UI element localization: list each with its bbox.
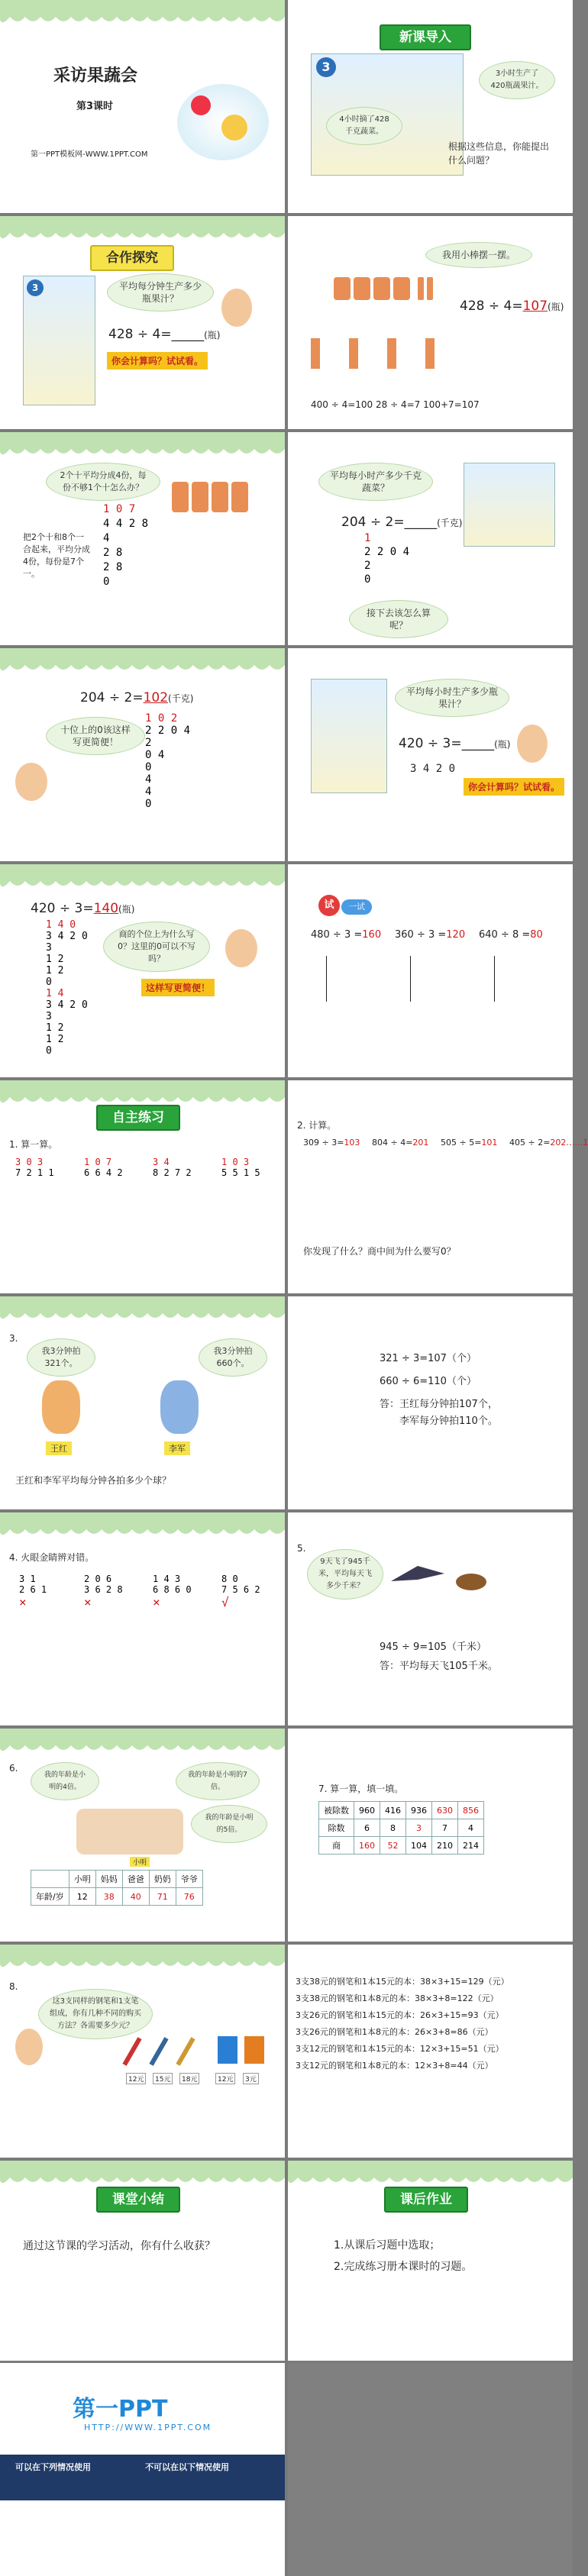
slide-19 <box>0 1945 285 2158</box>
speech-bubble-vegetable: 4小时摘了428千克蔬菜。 <box>326 107 402 145</box>
step-row: 0 4 <box>145 749 165 761</box>
speech-bubble-wanghong: 我3分钟拍321个。 <box>27 1338 95 1377</box>
answer-line-1: 945 ÷ 9=105（千米） <box>380 1641 486 1653</box>
sticks-bundle <box>172 482 248 512</box>
example-badge: 3 <box>316 57 336 77</box>
answer-line-4: 李军每分钟拍110个。 <box>399 1416 498 1427</box>
equation: 420 ÷ 3=_____(瓶) <box>399 736 511 751</box>
step-row: 2 <box>145 737 152 749</box>
exercise-heading: 7. 算一算，填一填。 <box>318 1784 404 1794</box>
homework-line-2: 2.完成练习册本课时的习题。 <box>334 2261 473 2273</box>
calc-2: 804 ÷ 4=201 <box>372 1138 429 1148</box>
section-tag: 课后作业 <box>384 2187 468 2213</box>
exercise-heading: 8. <box>9 1981 18 1992</box>
family-illustration <box>76 1809 183 1855</box>
slide-7 <box>0 648 285 861</box>
exercise-heading: 4. 火眼金睛辨对错。 <box>9 1552 95 1563</box>
step-row: 2 8 <box>103 547 123 559</box>
explanation-text: 把2个十和8个一合起来，平均分成4份，每份是7个一。 <box>23 532 90 579</box>
exercise-heading: 2. 计算。 <box>297 1120 337 1131</box>
answer-line-3: 3支26元的钢笔和1本15元的本：26×3+15=93（元） <box>296 2010 504 2020</box>
nest-icon <box>456 1574 486 1590</box>
teacher-avatar <box>225 929 257 967</box>
scallop-border <box>0 864 285 895</box>
long-division-full <box>46 919 88 1057</box>
long-division <box>145 712 190 810</box>
hint-box: 这样写更简便！ <box>141 979 215 996</box>
footer-info-panel <box>0 2455 285 2576</box>
dividend-row: 3 4 2 0 <box>46 931 88 942</box>
empty-cell <box>288 2363 573 2576</box>
example-badge: 3 <box>27 279 44 296</box>
scallop-border <box>0 216 285 247</box>
pen-icon <box>122 2037 141 2066</box>
answer-line-1: 321 ÷ 3=107（个） <box>380 1353 477 1364</box>
exercise-heading: 1. 算一算。 <box>9 1139 58 1150</box>
answer-line-2: 660 ÷ 6=110（个） <box>380 1376 477 1387</box>
price-tag-4: 12元 <box>215 2073 235 2084</box>
division-3: 3 4 8 2 7 2 <box>153 1157 192 1178</box>
step-row: 0 <box>46 976 52 988</box>
dividend-row: 2 2 0 4 <box>145 725 191 737</box>
xiaoming-tag: 小明 <box>130 1857 150 1867</box>
section-tag: 合作探究 <box>90 245 174 271</box>
long-division <box>103 502 148 589</box>
speech-bubble-juice: 3小时生产了420瓶蔬果汁。 <box>479 61 555 99</box>
try-badge-char: 试 <box>318 895 340 916</box>
brand-footer <box>0 2363 285 2576</box>
step-row: 1 2 <box>46 1034 64 1045</box>
answer-line-5: 3支12元的钢笔和1本15元的本：12×3+15=51（元） <box>296 2044 504 2054</box>
site-credit: 第一PPT模板网-WWW.1PPT.COM <box>31 150 148 159</box>
calc-4: 405 ÷ 2=202……1 <box>509 1138 588 1148</box>
check-4: 8 0 7 5 6 2 √ <box>221 1574 260 1609</box>
speech-bubble-grandma: 我的年龄是小明的5倍。 <box>191 1805 267 1843</box>
step-row: 1 2 <box>46 1022 64 1034</box>
brand-logo: 第一PPT <box>73 2396 168 2423</box>
sum-equations: 400 ÷ 4=100 28 ÷ 4=7 100+7=107 <box>311 399 480 410</box>
speech-bubble: 接下去该怎么算呢？ <box>349 600 448 638</box>
remainder-row: 0 <box>46 1045 52 1057</box>
division-setup: 3 4 2 0 <box>410 763 456 775</box>
scallop-border <box>0 432 285 463</box>
slide-12 <box>288 1080 588 1293</box>
division-table: 被除数 960 416 936 630 856 除数 6 8 3 7 4 商 160 52 104 210 214 <box>318 1801 484 1855</box>
quotient: 1 0 2 <box>145 712 178 725</box>
speech-bubble-mother: 我的年龄是小明的4倍。 <box>31 1762 99 1800</box>
long-division <box>364 531 409 586</box>
quotient: 1 <box>364 532 371 544</box>
calc-3: 505 ÷ 5=101 <box>441 1138 498 1148</box>
answer-line-2: 3支38元的钢笔和1本8元的本：38×3+8=122（元） <box>296 1993 499 2003</box>
apple-icon <box>191 95 211 115</box>
check-2: 2 0 6 3 6 2 8 × <box>84 1574 123 1609</box>
speech-bubble-question: 平均每小时生产多少瓶果汁？ <box>395 679 509 717</box>
child-face-icon <box>221 115 247 140</box>
hint-box: 你会计算吗？试试看。 <box>464 778 564 796</box>
answer-line-4: 3支26元的钢笔和1本8元的本：26×3+8=86（元） <box>296 2027 493 2037</box>
equation: 420 ÷ 3=140(瓶) <box>31 901 135 916</box>
slide-10 <box>288 864 573 1077</box>
juice-factory-illustration <box>311 679 387 793</box>
step-row: 4 <box>145 773 152 786</box>
lesson-subtitle: 第3课时 <box>76 101 114 112</box>
equation: 428 ÷ 4=_____(瓶) <box>108 327 221 342</box>
vegetable-farm-illustration <box>464 463 555 547</box>
quotient: 1 0 7 <box>103 503 136 515</box>
price-tag-2: 15元 <box>153 2073 173 2084</box>
speech-bubble: 2个十平均分成4份，每份不够1个十怎么办？ <box>46 463 160 501</box>
remainder-row: 0 <box>364 573 371 586</box>
try-it-badge <box>318 895 380 918</box>
dividend-row: 4 4 2 8 <box>103 518 149 530</box>
division-1: 3 0 3 7 2 1 1 <box>15 1157 54 1178</box>
slide-3 <box>0 216 285 429</box>
slide-6 <box>288 432 573 645</box>
notebook-icon <box>244 2036 264 2064</box>
answer-line-6: 3支12元的钢笔和1本8元的本：12×3+8=44（元） <box>296 2061 493 2071</box>
speech-bubble: 十位上的0该这样写更简便！ <box>46 717 145 755</box>
vertical-workings <box>318 948 548 1025</box>
speech-bubble-lijun: 我3分钟拍660个。 <box>199 1338 267 1377</box>
scallop-border <box>0 0 285 31</box>
bundles-of-sticks <box>334 277 448 300</box>
check-1: 3 1 2 6 1 × <box>19 1574 47 1609</box>
question-text: 王红和李军平均每分钟各拍多少个球？ <box>15 1475 172 1486</box>
speech-bubble-grandpa: 我的年龄是小明的7倍。 <box>176 1762 260 1800</box>
brand-url: HTTP://WWW.1PPT.COM <box>84 2423 212 2432</box>
speech-bubble: 这3支同样的钢笔和1支笔组成，你有几种不同的购买方法？各需要多少元？ <box>38 1989 153 2039</box>
exercise-3: 640 ÷ 8 =80 <box>479 929 543 941</box>
exercise-heading: 3. <box>9 1333 18 1344</box>
slide-16 <box>288 1512 573 1725</box>
pen-icon <box>149 2037 168 2066</box>
slide-22 <box>288 2161 573 2361</box>
speech-bubble: 我用小棒摆一摆。 <box>425 242 532 268</box>
scallop-border <box>0 1945 285 1975</box>
boy-avatar <box>15 2029 43 2065</box>
page-title: 采访果蔬会 <box>53 66 138 86</box>
price-tag-5: 3元 <box>243 2073 259 2084</box>
slide-20 <box>288 1945 573 2158</box>
teacher-avatar <box>221 289 252 327</box>
boy-bouncing-ball-illustration <box>160 1380 199 1434</box>
name-tag-lijun: 李军 <box>164 1441 190 1455</box>
boy-avatar <box>15 763 47 801</box>
exercise-2: 360 ÷ 3 =120 <box>395 929 466 941</box>
exercise-heading: 5. <box>297 1543 306 1554</box>
equation: 204 ÷ 2=_____(千克) <box>341 515 463 530</box>
exercise-heading: 6. <box>9 1763 18 1774</box>
teacher-avatar <box>517 725 548 763</box>
step-row: 2 8 <box>103 561 123 573</box>
pen-icon <box>176 2037 195 2066</box>
slide-11 <box>0 1080 285 1293</box>
girl-bouncing-ball-illustration <box>42 1380 80 1434</box>
slide-15 <box>0 1512 285 1725</box>
footer-links-area <box>0 2500 285 2576</box>
step-row: 1 2 <box>46 954 64 965</box>
allowed-use-heading: 可以在下列情况使用 <box>15 2462 91 2472</box>
speech-bubble-question: 平均每小时产多少千克蔬菜？ <box>318 463 433 501</box>
check-3: 1 4 3 6 8 6 0 × <box>153 1574 192 1609</box>
step-row: 3 <box>46 1011 52 1022</box>
try-badge-label: 一试 <box>341 899 372 915</box>
slide-21 <box>0 2161 285 2361</box>
section-tag: 自主练习 <box>96 1105 180 1131</box>
step-row: 4 <box>103 532 110 544</box>
step-row: 0 <box>145 761 152 773</box>
age-table: 小明 妈妈 爸爸 奶奶 爷爷 年龄/岁 12 38 40 71 76 <box>31 1870 203 1906</box>
speech-bubble: 商的个位上为什么写0？这里的0可以不写吗？ <box>103 922 210 972</box>
answer-line-3: 答：王红每分钟拍107个， <box>380 1399 498 1410</box>
step-row: 3 <box>46 942 52 954</box>
prompt-text: 根据这些信息，你能提出什么问题？ <box>448 141 550 166</box>
remainder-row: 0 <box>145 798 152 810</box>
speech-bubble-question: 平均每分钟生产多少瓶果汁？ <box>107 273 214 312</box>
scallop-border <box>0 648 285 679</box>
answer-line-2: 答：平均每天飞105千米。 <box>380 1661 498 1672</box>
step-row: 1 2 <box>46 965 64 976</box>
price-tag-1: 12元 <box>126 2073 146 2084</box>
slide-9 <box>0 864 285 1077</box>
calc-1: 309 ÷ 3=103 <box>303 1138 360 1148</box>
scallop-border <box>0 1296 285 1327</box>
speech-bubble: 9天飞了945千米，平均每天飞多少千米？ <box>307 1549 383 1600</box>
equation: 204 ÷ 2=102(千克) <box>80 690 194 705</box>
notebook-icon <box>218 2036 237 2064</box>
disallowed-use-heading: 不可以在以下情况使用 <box>145 2462 229 2472</box>
slide-2 <box>288 0 573 213</box>
slide-18 <box>288 1729 573 1942</box>
swallow-illustration <box>387 1558 448 1596</box>
exercise-1: 480 ÷ 3 =160 <box>311 929 382 941</box>
section-tag: 新课导入 <box>380 24 471 50</box>
remainder-row: 0 <box>103 576 110 588</box>
step-row: 2 <box>364 560 371 572</box>
equation: 428 ÷ 4=107(瓶) <box>460 299 564 314</box>
answer-line-1: 3支38元的钢笔和1本15元的本：38×3+15=129（元） <box>296 1977 509 1987</box>
scallop-border <box>0 1512 285 1543</box>
scallop-border <box>0 1729 285 1759</box>
summary-prompt: 通过这节课的学习活动，你有什么收获？ <box>23 2240 215 2252</box>
slide-1 <box>0 0 285 213</box>
dividend-row: 2 2 0 4 <box>364 546 410 558</box>
homework-line-1: 1.从课后习题中选取； <box>334 2239 441 2252</box>
section-tag: 课堂小结 <box>96 2187 180 2213</box>
hint-box: 你会计算吗？试试看。 <box>107 352 208 370</box>
slide-13 <box>0 1296 285 1509</box>
quotient: 1 4 <box>46 988 64 999</box>
question-text: 你发现了什么？商中间为什么要写0？ <box>303 1246 456 1257</box>
slide-4 <box>288 216 573 429</box>
quotient: 1 4 0 <box>46 919 76 931</box>
slide-17 <box>0 1729 285 1942</box>
slide-5 <box>0 432 285 645</box>
division-2: 1 0 7 6 6 4 2 <box>84 1157 123 1178</box>
slide-14 <box>288 1296 573 1509</box>
price-tag-3: 18元 <box>179 2073 199 2084</box>
step-row: 4 <box>145 786 152 798</box>
name-tag-wanghong: 王红 <box>46 1441 72 1455</box>
sticks-groups <box>311 338 555 376</box>
slide-8 <box>288 648 573 861</box>
juice-factory-illustration <box>23 276 95 405</box>
dividend-row: 3 4 2 0 <box>46 999 88 1011</box>
division-4: 1 0 3 5 5 1 5 <box>221 1157 260 1178</box>
